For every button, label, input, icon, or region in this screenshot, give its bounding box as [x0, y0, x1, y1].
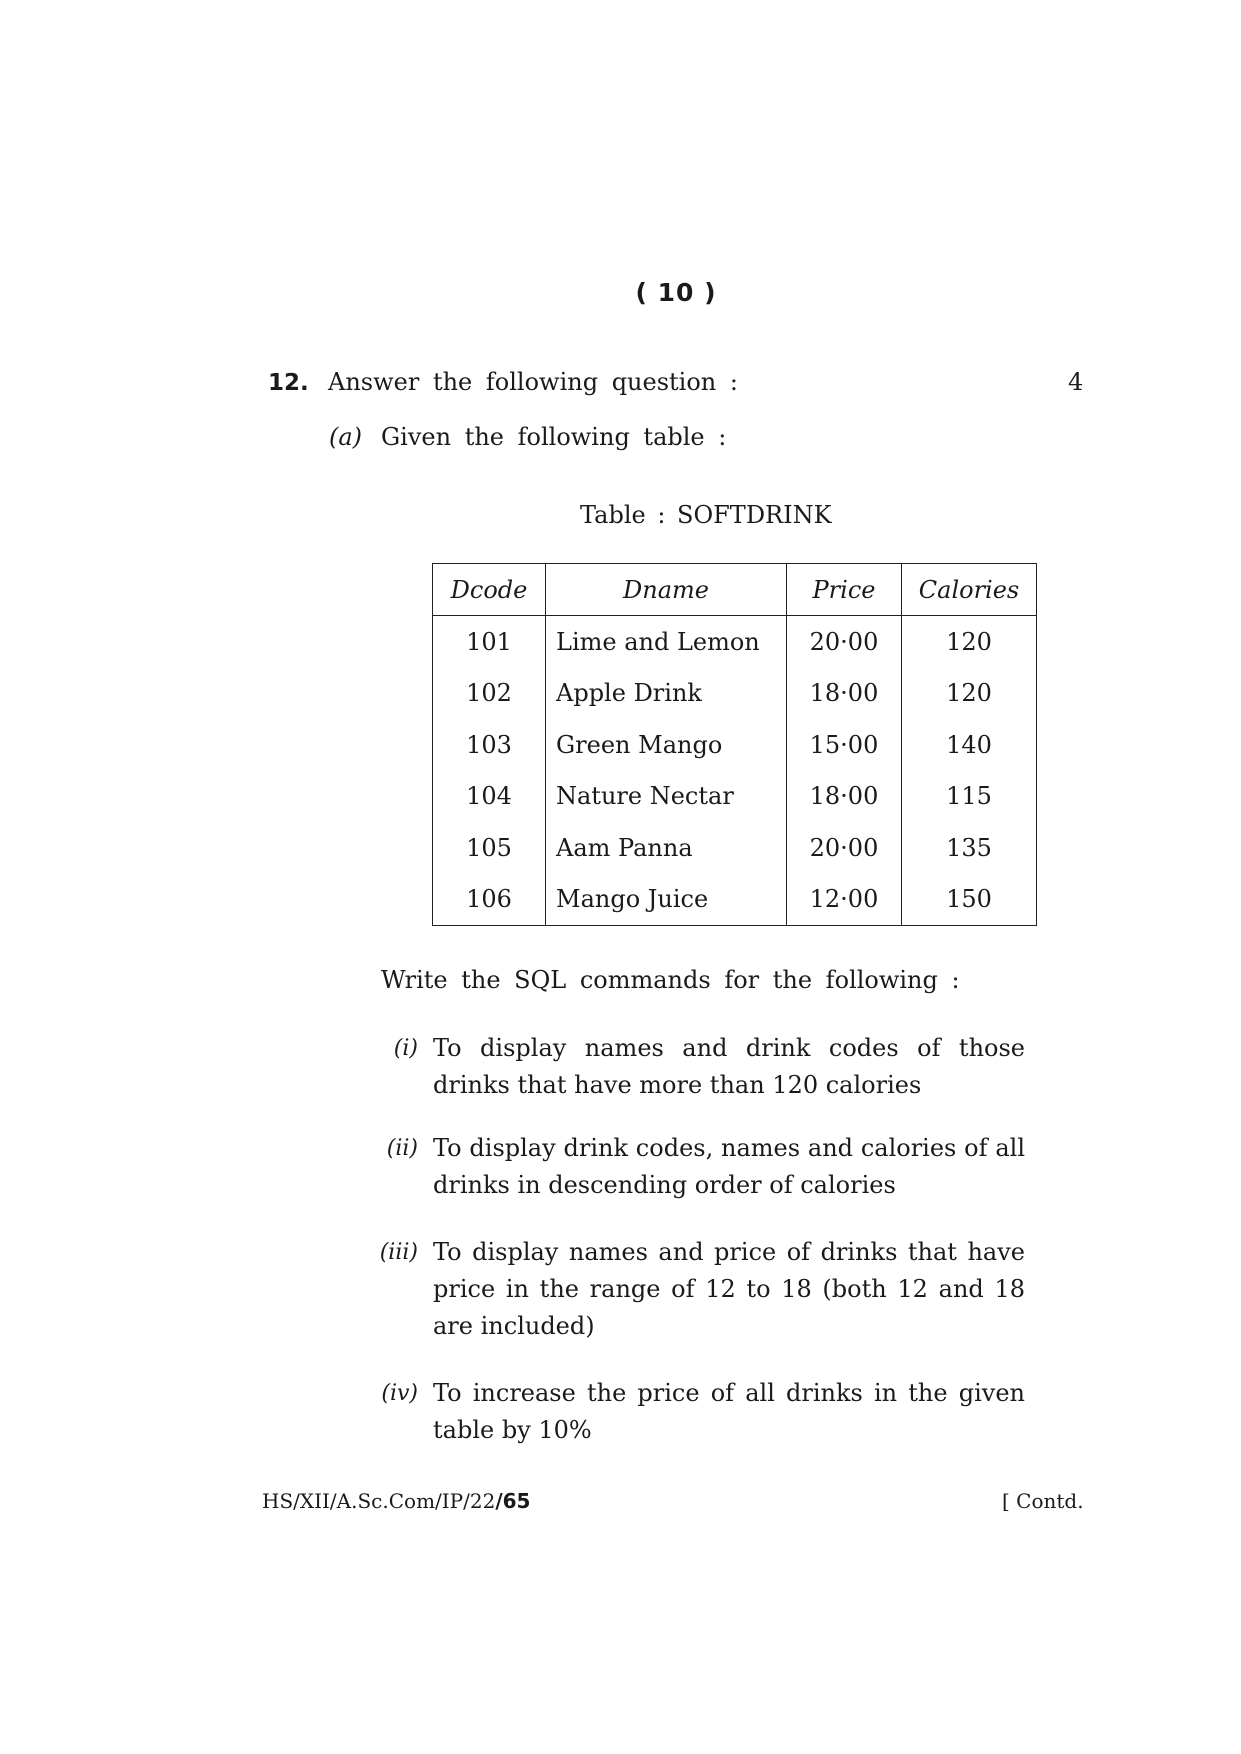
cell-dcode: 104 — [433, 771, 546, 823]
cell-price: 18·00 — [787, 771, 902, 823]
instruction-text: Write the SQL commands for the following : — [381, 966, 960, 994]
header-dname: Dname — [546, 564, 787, 616]
cell-calories: 140 — [902, 719, 1037, 771]
cell-price: 12·00 — [787, 874, 902, 926]
subquestion-label: (i) — [393, 1036, 418, 1061]
cell-dcode: 103 — [433, 719, 546, 771]
header-calories: Calories — [902, 564, 1037, 616]
subquestion-text: To increase the price of all drinks in the given table by 10% — [433, 1379, 1025, 1444]
table-row — [433, 668, 1037, 720]
cell-dname: Lime and Lemon — [546, 616, 787, 668]
table-row — [433, 616, 1037, 668]
cell-dname: Mango Juice — [546, 874, 787, 926]
table-row — [433, 771, 1037, 823]
cell-dname: Green Mango — [546, 719, 787, 771]
cell-calories: 120 — [902, 616, 1037, 668]
cell-calories: 120 — [902, 668, 1037, 720]
cell-dcode: 105 — [433, 822, 546, 874]
cell-dname: Nature Nectar — [546, 771, 787, 823]
page-number: ( 10 ) — [635, 278, 717, 307]
paper-code — [262, 1489, 530, 1513]
question-text: Answer the following question : — [328, 368, 738, 396]
subquestion-label: (iv) — [381, 1381, 418, 1406]
paper-code-prefix: HS/XII/A.Sc.Com/IP/22 — [262, 1489, 496, 1513]
cell-dcode: 106 — [433, 874, 546, 926]
cell-dcode: 101 — [433, 616, 546, 668]
part-a-label: (a) — [329, 423, 363, 451]
table-row — [433, 874, 1037, 926]
subquestion-label: (ii) — [386, 1136, 418, 1161]
table-row — [433, 822, 1037, 874]
cell-price: 20·00 — [787, 616, 902, 668]
subquestion-text: To display drink codes, names and calories of all drinks in descending order of calories — [433, 1134, 1025, 1199]
cell-calories: 150 — [902, 874, 1037, 926]
softdrink-table — [432, 563, 1037, 926]
header-price: Price — [787, 564, 902, 616]
subquestion-text: To display names and price of drinks that have price in the range of 12 to 18 (both 12 and 18 are included) — [433, 1238, 1025, 1340]
cell-price: 15·00 — [787, 719, 902, 771]
cell-price: 18·00 — [787, 668, 902, 720]
question-number: 12. — [268, 370, 309, 396]
continued-note: [ Contd. — [1002, 1489, 1084, 1513]
cell-calories: 115 — [902, 771, 1037, 823]
cell-calories: 135 — [902, 822, 1037, 874]
table-row — [433, 719, 1037, 771]
cell-dname: Aam Panna — [546, 822, 787, 874]
cell-price: 20·00 — [787, 822, 902, 874]
cell-dname: Apple Drink — [546, 668, 787, 720]
subquestion-text: To display names and drink codes of those drinks that have more than 120 calories — [433, 1034, 1025, 1099]
cell-dcode: 102 — [433, 668, 546, 720]
question-marks: 4 — [1068, 368, 1084, 396]
paper-code-suffix: /65 — [495, 1489, 531, 1513]
part-a-text: Given the following table : — [381, 423, 727, 451]
table-caption: Table : SOFTDRINK — [580, 501, 832, 529]
subquestion-label: (iii) — [379, 1240, 418, 1265]
header-dcode: Dcode — [433, 564, 546, 616]
table-header-row — [433, 564, 1037, 616]
